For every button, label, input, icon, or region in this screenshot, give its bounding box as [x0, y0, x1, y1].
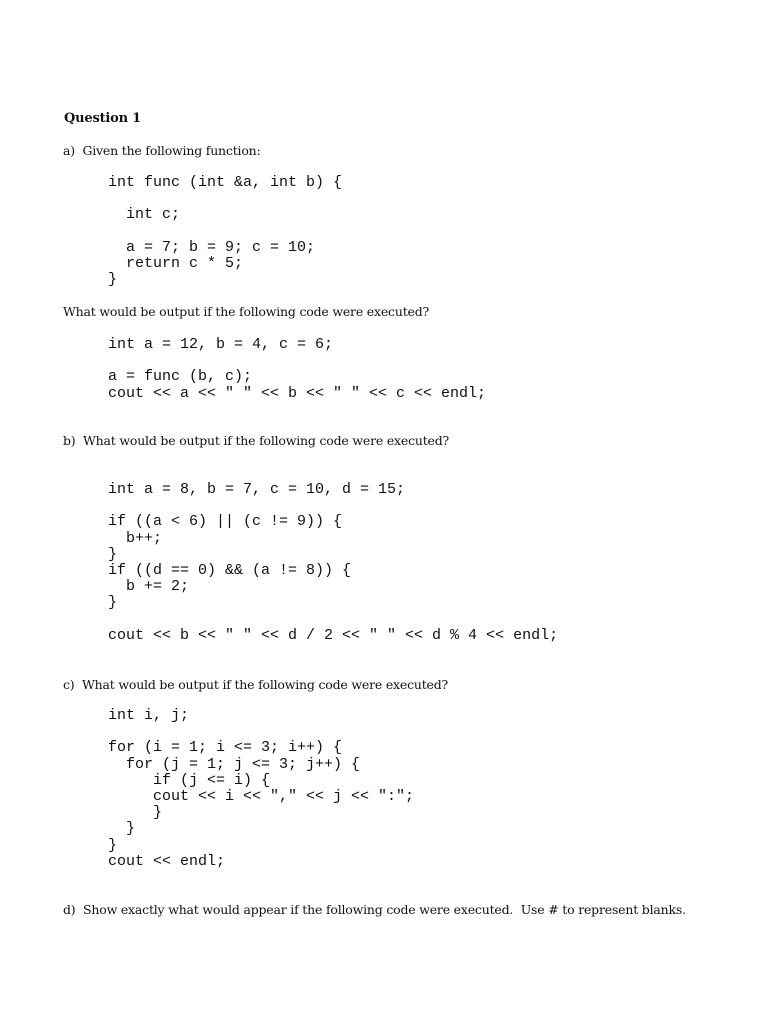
code-line [108, 191, 342, 207]
code-line: } [108, 271, 118, 289]
code-line: int i, j; [108, 707, 190, 724]
code-line [108, 724, 414, 740]
part-a-exec-code [108, 337, 486, 402]
code-line: } [108, 545, 118, 563]
code-line: if ((a < 6) || (c != 9)) { [108, 513, 343, 531]
question-title: Question 1 [64, 111, 142, 126]
code-line: } [108, 836, 118, 854]
part-b-code [108, 482, 558, 644]
code-line: return c * 5; [108, 254, 244, 272]
code-line: a = func (b, c); [108, 368, 253, 386]
code-line: } [108, 820, 136, 838]
code-line: a = 7; b = 9; c = 10; [108, 238, 316, 256]
code-line: int a = 12, b = 4, c = 6; [108, 336, 334, 353]
part-d-prompt: d) Show exactly what would appear if the following code were executed. Use # to represent blanks. [63, 902, 686, 917]
code-line: b += 2; [108, 578, 190, 596]
code-line: int c; [108, 206, 181, 224]
code-line: b++; [108, 529, 163, 547]
code-line: cout << i << "," << j << ":"; [108, 787, 415, 805]
code-line [108, 498, 558, 514]
code-line: int func (int &a, int b) { [108, 174, 343, 191]
part-a-question: What would be output if the following code were executed? [63, 304, 430, 319]
code-line: } [108, 804, 163, 822]
code-line: for (i = 1; i <= 3; i++) { [108, 739, 343, 757]
code-line: cout << a << " " << b << " " << c << endl; [108, 384, 487, 402]
code-line: if (j <= i) { [108, 771, 271, 789]
part-a-prompt: a) Given the following function: [63, 143, 261, 158]
code-line: int a = 8, b = 7, c = 10, d = 15; [108, 481, 406, 498]
code-line: for (j = 1; j <= 3; j++) { [108, 755, 361, 773]
code-line: } [108, 594, 118, 612]
part-b-prompt: b) What would be output if the following code were executed? [63, 433, 450, 448]
part-c-prompt: c) What would be output if the following code were executed? [63, 677, 449, 692]
code-line [108, 353, 486, 369]
code-line [108, 612, 558, 628]
code-line [108, 224, 342, 240]
part-c-code [108, 708, 414, 870]
code-line: cout << endl; [108, 852, 226, 870]
code-line: cout << b << " " << d / 2 << " " << d % 4 << endl; [108, 626, 559, 644]
part-a-function-code [108, 175, 342, 288]
code-line: if ((d == 0) && (a != 8)) { [108, 561, 352, 579]
